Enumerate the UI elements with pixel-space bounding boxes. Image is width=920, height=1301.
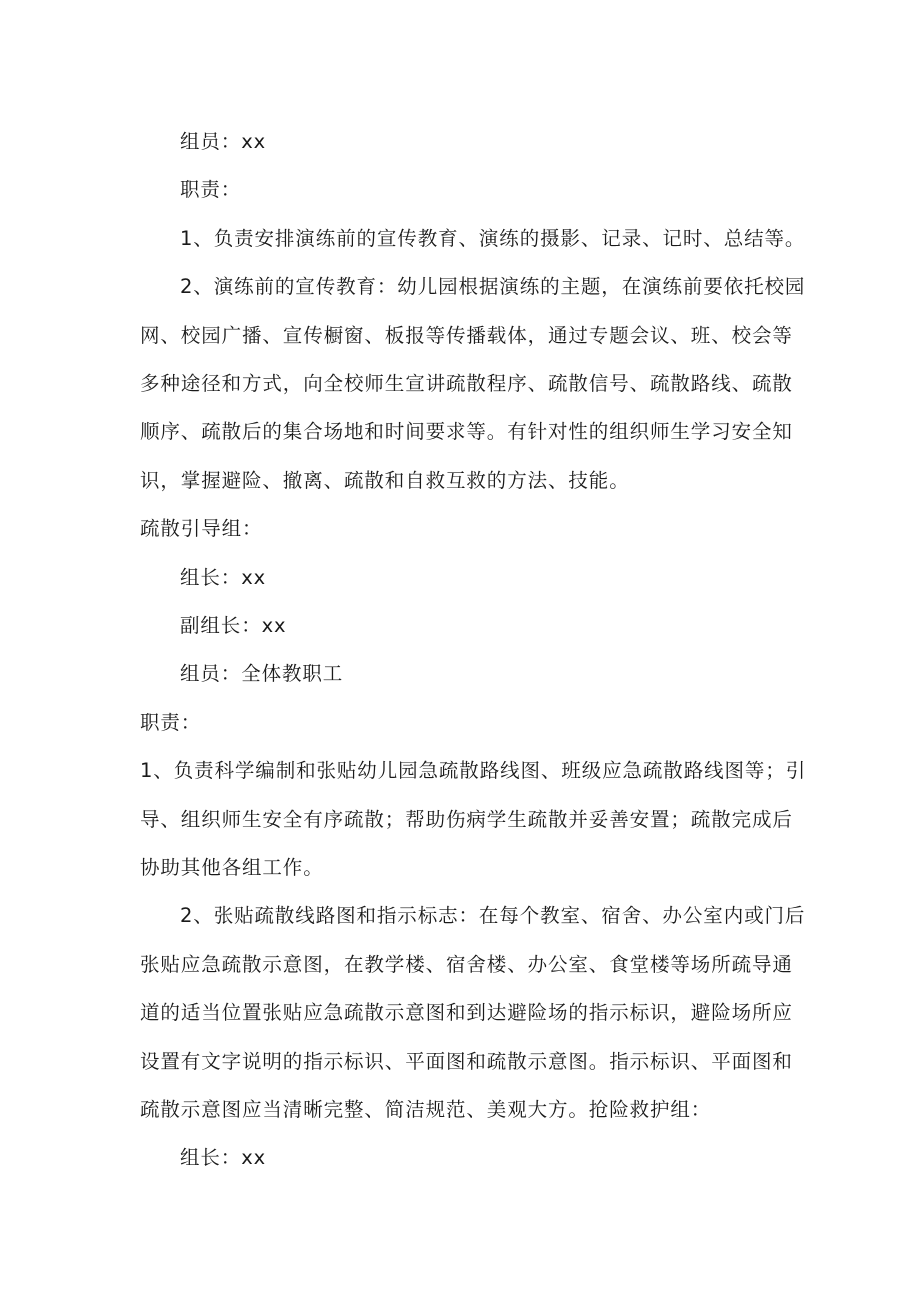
text-line-duty-2: 2、张贴疏散线路图和指示标志：在每个教室、宿舍、办公室内或门后 <box>180 904 806 927</box>
text-line: 道的适当位置张贴应急疏散示意图和到达避险场的指示标识，避险场所应 <box>140 1001 793 1024</box>
text-line: 疏散示意图应当清晰完整、简洁规范、美观大方。抢险救护组： <box>140 1098 712 1121</box>
text-line-duty-1: 1、负责安排演练前的宣传教育、演练的摄影、记录、记时、总结等。 <box>180 227 806 250</box>
text-line-members: 组员：全体教职工 <box>180 662 344 685</box>
section-heading-evacuation-guide: 疏散引导组： <box>140 517 263 540</box>
text-line-duties-heading: 职责： <box>180 178 242 201</box>
text-line: 多种途径和方式，向全校师生宣讲疏散程序、疏散信号、疏散路线、疏散 <box>140 372 793 395</box>
text-line-members: 组员：xx <box>180 130 267 153</box>
text-line-duty-2: 2、演练前的宣传教育：幼儿园根据演练的主题，在演练前要依托校园 <box>180 275 806 298</box>
text-line-duty-1: 1、负责科学编制和张贴幼儿园急疏散路线图、班级应急疏散路线图等；引 <box>140 759 807 782</box>
text-line: 识，掌握避险、撤离、疏散和自救互救的方法、技能。 <box>140 469 630 492</box>
text-line: 网、校园广播、宣传橱窗、板报等传播载体，通过专题会议、班、校会等 <box>140 324 793 347</box>
text-line-duties-heading: 职责： <box>140 711 202 734</box>
text-line-leader: 组长：xx <box>180 566 267 589</box>
text-line: 设置有文字说明的指示标识、平面图和疏散示意图。指示标识、平面图和 <box>140 1050 793 1073</box>
text-line: 导、组织师生安全有序疏散；帮助伤病学生疏散并妥善安置；疏散完成后 <box>140 808 793 831</box>
text-line-deputy-leader: 副组长：xx <box>180 614 287 637</box>
text-line: 张贴应急疏散示意图，在教学楼、宿舍楼、办公室、食堂楼等场所疏导通 <box>140 953 793 976</box>
text-line: 协助其他各组工作。 <box>140 856 324 879</box>
text-line: 顺序、疏散后的集合场地和时间要求等。有针对性的组织师生学习安全知 <box>140 420 793 443</box>
text-line-leader: 组长：xx <box>180 1146 267 1169</box>
